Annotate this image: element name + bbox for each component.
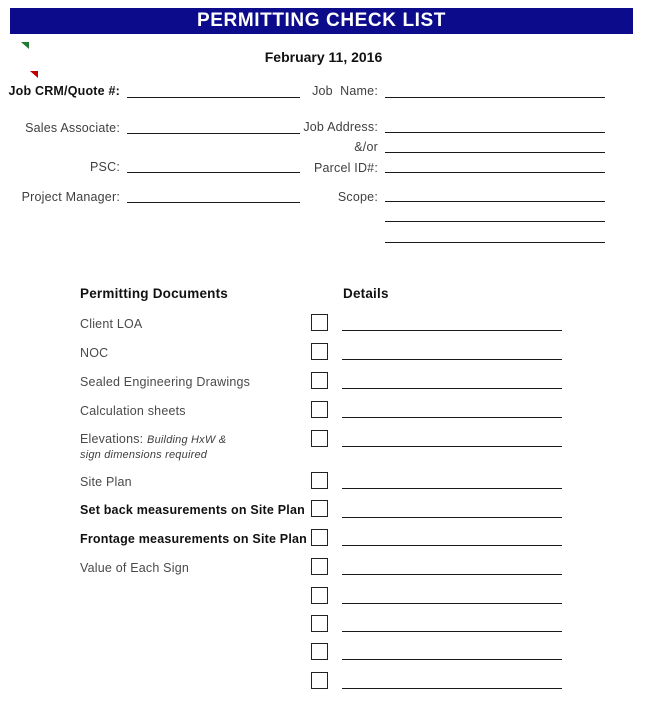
detail-line-elevations[interactable] <box>342 445 562 447</box>
page-title: PERMITTING CHECK LIST <box>196 10 447 31</box>
detail-line-client-loa[interactable] <box>342 329 562 331</box>
item-label-set-back-measurements: Set back measurements on Site Plan <box>80 503 305 517</box>
parcel-id-input-line[interactable] <box>385 171 605 173</box>
job-crm-quote-label: Job CRM/Quote #: <box>8 84 120 98</box>
checkbox-blank-3[interactable] <box>311 643 328 660</box>
red-flag-icon <box>30 71 38 78</box>
job-name-label: Job Name: <box>312 84 378 98</box>
elevations-note-line1: Building HxW & <box>147 434 227 446</box>
detail-line-blank-3[interactable] <box>342 658 562 660</box>
parcel-id-label: Parcel ID#: <box>313 161 378 175</box>
scope-label: Scope: <box>337 190 378 204</box>
green-flag-icon <box>21 42 29 49</box>
sales-associate-label: Sales Associate: <box>25 121 120 135</box>
item-label-frontage-measurements: Frontage measurements on Site Plan <box>80 532 307 546</box>
checkbox-sealed-engineering-drawings[interactable] <box>311 372 328 389</box>
detail-line-value-of-each-sign[interactable] <box>342 573 562 575</box>
checkbox-noc[interactable] <box>311 343 328 360</box>
item-label-calculation-sheets: Calculation sheets <box>80 404 186 418</box>
scope-input-line-3[interactable] <box>385 241 605 243</box>
scope-input-line[interactable] <box>385 200 605 202</box>
and-or-label: &/or <box>354 140 378 154</box>
permitting-documents-header: Permitting Documents <box>80 286 229 301</box>
details-header: Details <box>343 286 389 301</box>
item-label-elevations <box>80 432 315 461</box>
checkbox-blank-1[interactable] <box>311 587 328 604</box>
checkbox-blank-4[interactable] <box>311 672 328 689</box>
checkbox-site-plan[interactable] <box>311 472 328 489</box>
item-label-noc: NOC <box>80 346 109 360</box>
detail-line-blank-4[interactable] <box>342 687 562 689</box>
checkbox-elevations[interactable] <box>311 430 328 447</box>
checkbox-value-of-each-sign[interactable] <box>311 558 328 575</box>
job-address-input-line[interactable] <box>385 131 605 133</box>
checkbox-set-back-measurements[interactable] <box>311 500 328 517</box>
item-label-site-plan: Site Plan <box>80 475 132 489</box>
job-name-input-line[interactable] <box>385 96 605 98</box>
elevations-label-prefix: Elevations: <box>80 432 144 446</box>
date-line: February 11, 2016 <box>264 49 383 65</box>
checkbox-blank-2[interactable] <box>311 615 328 632</box>
scope-input-line-2[interactable] <box>385 220 605 222</box>
item-label-client-loa: Client LOA <box>80 317 143 331</box>
elevations-note-line2: sign dimensions required <box>80 449 208 461</box>
project-manager-label: Project Manager: <box>21 190 120 204</box>
detail-line-calculation-sheets[interactable] <box>342 416 562 418</box>
item-label-value-of-each-sign: Value of Each Sign <box>80 561 189 575</box>
detail-line-sealed-engineering-drawings[interactable] <box>342 387 562 389</box>
checkbox-client-loa[interactable] <box>311 314 328 331</box>
checkbox-calculation-sheets[interactable] <box>311 401 328 418</box>
detail-line-frontage-measurements[interactable] <box>342 544 562 546</box>
detail-line-blank-1[interactable] <box>342 602 562 604</box>
psc-label: PSC: <box>90 160 120 174</box>
job-address-2-input-line[interactable] <box>385 151 605 153</box>
item-label-sealed-engineering-drawings: Sealed Engineering Drawings <box>80 375 251 389</box>
detail-line-site-plan[interactable] <box>342 487 562 489</box>
job-address-label: Job Address: <box>303 120 378 134</box>
detail-line-blank-2[interactable] <box>342 630 562 632</box>
checkbox-frontage-measurements[interactable] <box>311 529 328 546</box>
detail-line-noc[interactable] <box>342 358 562 360</box>
title-bar <box>10 8 633 34</box>
detail-line-set-back-measurements[interactable] <box>342 516 562 518</box>
